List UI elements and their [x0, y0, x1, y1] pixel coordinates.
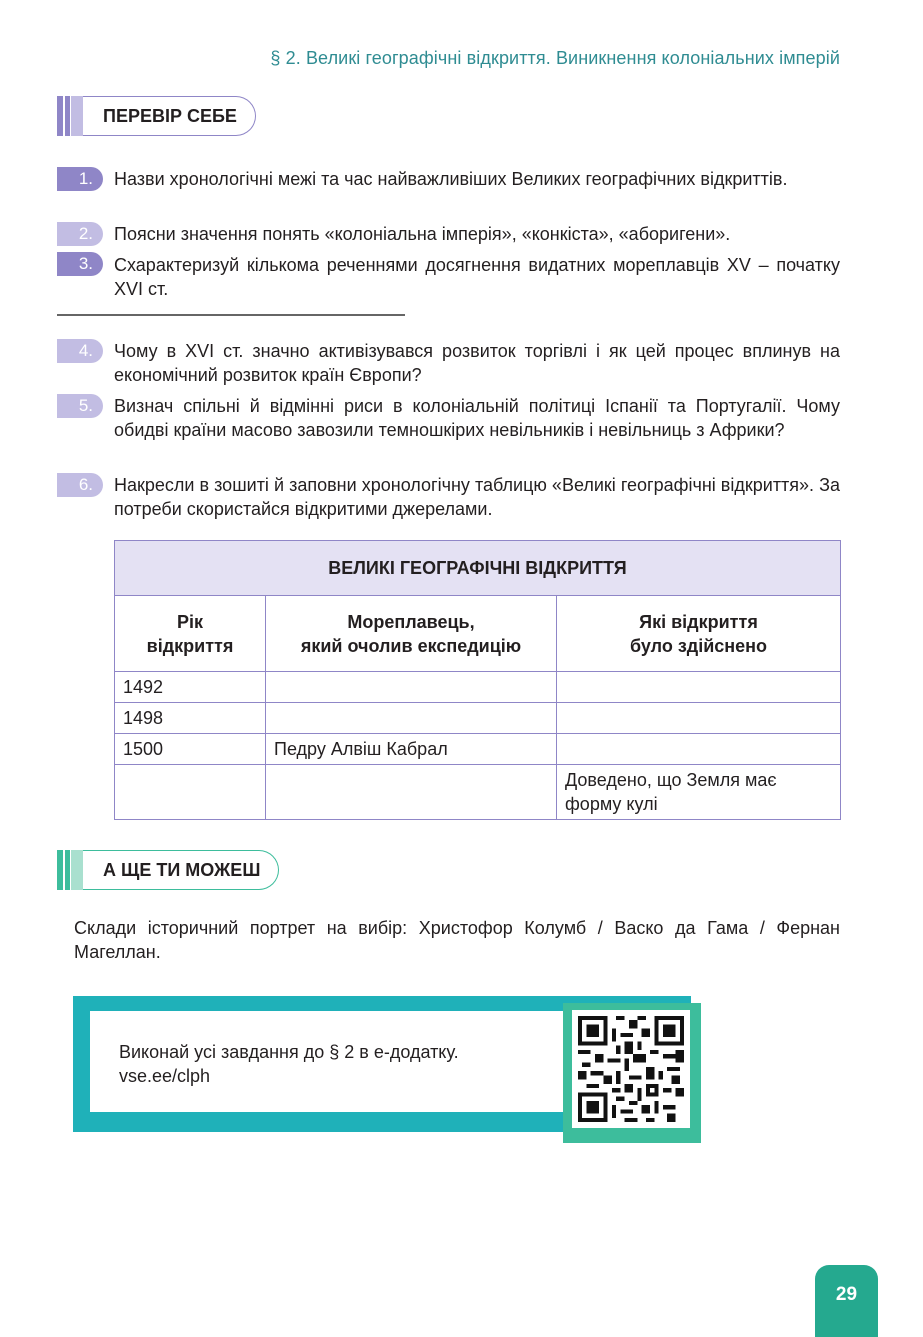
discoveries-table: [114, 540, 841, 820]
question-text: Накресли в зошиті й заповни хронологічну таблицю «Великі географічні відкриття». За потреби скористайся відкритими джерелами.: [114, 475, 840, 519]
table-cell: Доведено, що Земля має форму кулі: [557, 765, 841, 820]
table-row: [115, 703, 841, 734]
section-bars: [57, 850, 71, 890]
section-title: ПЕРЕВІР СЕБЕ: [83, 96, 256, 136]
table-cell: [115, 765, 266, 820]
question-text: Поясни значення понять «колоніальна імперія», «конкіста», «аборигени».: [114, 224, 731, 244]
table-cell: [557, 734, 841, 765]
table-cell: 1498: [115, 703, 266, 734]
question-number: 6.: [57, 473, 103, 497]
table-row: [115, 765, 841, 820]
table-cell: [266, 703, 557, 734]
page-number: 29: [815, 1265, 878, 1337]
question-text: Назви хронологічні межі та час найважливіших Великих географічних відкриттів.: [114, 169, 788, 189]
table-header-discoveries: Які відкриття було здійснено: [557, 596, 841, 672]
table-header-navigator: Мореплавець, який очолив експедицію: [266, 596, 557, 672]
question-text: Визнач спільні й відмінні риси в колоніальній політиці Іспанії та Португалії. Чому обидві країни масово завозили темношкірих невільників і невільниць з Африки?: [114, 396, 840, 440]
table-cell: [266, 765, 557, 820]
table-cell: [557, 703, 841, 734]
e-supplement-link[interactable]: vse.ee/clph: [119, 1066, 211, 1086]
question-number: 4.: [57, 339, 103, 363]
table-row: [115, 672, 841, 703]
section-title: А ЩЕ ТИ МОЖЕШ: [83, 850, 279, 890]
question-text: Схарактеризуй кількома реченнями досягнення видатних мореплавців XV – початку XVI ст.: [114, 255, 840, 299]
level-divider: [57, 314, 405, 316]
e-supplement-text: Виконай усі завдання до § 2 в е-додатку. vse.ee/clph: [119, 1042, 459, 1086]
extra-task-text: Склади історичний портрет на вибір: Христофор Колумб / Васко да Гама / Фернан Магеллан.: [74, 918, 840, 962]
table-cell: 1492: [115, 672, 266, 703]
table-cell: 1500: [115, 734, 266, 765]
table-cell: [266, 672, 557, 703]
question-text: Чому в XVI ст. значно активізувався розвиток торгівлі і як цей процес вплинув на економічний розвиток країн Європи?: [114, 341, 840, 385]
table-cell: Педру Алвіш Кабрал: [266, 734, 557, 765]
question-number: 3.: [57, 252, 103, 276]
question-number: 1.: [57, 167, 103, 191]
question-number: 2.: [57, 222, 103, 246]
table-row: [115, 734, 841, 765]
table-header-year: Рік відкриття: [115, 596, 266, 672]
table-cell: [557, 672, 841, 703]
chapter-header: § 2. Великі географічні відкриття. Виникнення колоніальних імперій: [270, 48, 840, 68]
section-bars: [57, 96, 71, 136]
table-caption: ВЕЛИКІ ГЕОГРАФІЧНІ ВІДКРИТТЯ: [115, 541, 841, 596]
qr-code-icon[interactable]: [578, 1016, 684, 1122]
question-number: 5.: [57, 394, 103, 418]
